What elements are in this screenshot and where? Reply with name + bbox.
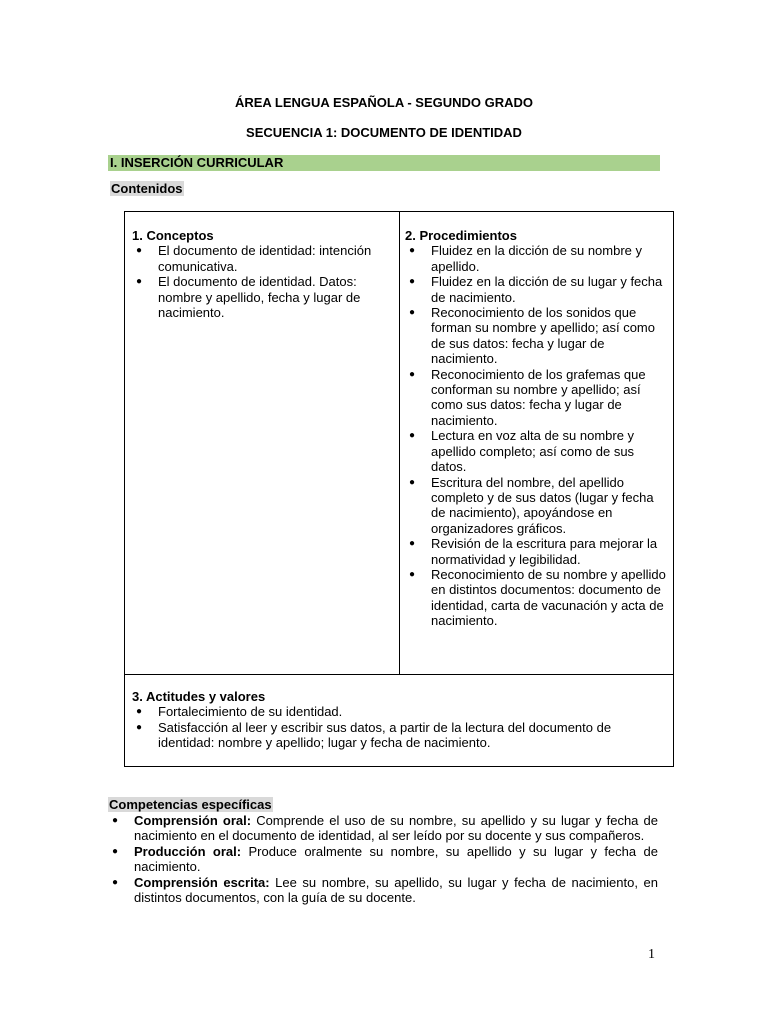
bullet-icon: ● — [112, 876, 119, 888]
list-item: ● Producción oral: Produce oralmente su nombre, su apellido y su lugar y fecha de nacimiento. — [112, 843, 659, 875]
document-subtitle: SECUENCIA 1: DOCUMENTO DE IDENTIDAD — [246, 125, 522, 140]
bullet-icon: ● — [409, 430, 416, 442]
document-title: ÁREA LENGUA ESPAÑOLA - SEGUNDO GRADO — [234, 95, 534, 110]
list-item: ● El documento de identidad: intención comunicativa. — [136, 243, 372, 274]
bullet-icon: ● — [409, 568, 416, 580]
bullet-icon: ● — [409, 276, 416, 288]
list-item: ● Escritura del nombre, del apellido completo y de sus datos (lugar y fecha de nacimiento), apoyándose en organizadores gráficos. — [409, 474, 654, 536]
competencia-term: Comprensión oral: — [134, 813, 252, 828]
list-item: ● Reconocimiento de su nombre y apellido en distintos documentos: documento de identidad, carta de vacunación y acta de nacimiento. — [409, 566, 666, 629]
list-item: ● Comprensión oral: Comprende el uso de su nombre, su apellido y su lugar y fecha de nacimiento en el documento de identidad, al ser leído por su docente y sus compañeros. — [112, 813, 658, 844]
bullet-icon: ● — [136, 706, 143, 718]
actitudes-heading: 3. Actitudes y valores — [132, 689, 266, 704]
competencias-list — [108, 813, 658, 905]
actitudes-cell — [132, 689, 668, 751]
procedimientos-cell — [405, 228, 667, 629]
bullet-icon: ● — [136, 245, 143, 257]
competencia-term: Producción oral: — [134, 843, 242, 859]
list-item: ● Fluidez en la dicción de su lugar y fecha de nacimiento. — [409, 274, 663, 305]
column-divider — [399, 212, 400, 674]
page-number: 1 — [648, 947, 655, 962]
competencia-term: Comprensión escrita: — [134, 874, 270, 890]
procedimientos-heading: 2. Procedimientos — [405, 228, 517, 243]
list-item: ● Fortalecimiento de su identidad. — [136, 704, 343, 720]
list-item: ● El documento de identidad. Datos: nombre y apellido, fecha y lugar de nacimiento. — [136, 274, 361, 321]
competencias-label: Competencias específicas — [109, 797, 272, 812]
conceptos-cell — [132, 228, 394, 320]
list-item: ● Fluidez en la dicción de su nombre y apellido. — [409, 243, 643, 274]
list-item: ● Lectura en voz alta de su nombre y apellido completo; así como de sus datos. — [409, 428, 635, 475]
contenidos-label: Contenidos — [111, 181, 183, 196]
list-item: ● Reconocimiento de los sonidos que forman su nombre y apellido; así como de sus datos: fecha y lugar de nacimiento. — [409, 305, 655, 367]
conceptos-list — [132, 243, 394, 320]
bullet-icon: ● — [112, 815, 119, 826]
bullet-icon: ● — [136, 276, 143, 288]
procedimientos-list — [405, 243, 667, 628]
section-heading: I. INSERCIÓN CURRICULAR — [108, 155, 660, 171]
list-item: ● Reconocimiento de los grafemas que conforman su nombre y apellido; así como sus datos: fecha y lugar de nacimiento. — [409, 366, 646, 428]
list-item: ● Satisfacción al leer y escribir sus datos, a partir de la lectura del documento de identidad: nombre y apellido; lugar y fecha de nacimiento. — [136, 719, 612, 751]
bullet-icon: ● — [136, 721, 143, 733]
bullet-icon: ● — [409, 538, 416, 550]
bullet-icon: ● — [112, 845, 119, 857]
list-item: ● Revisión de la escritura para mejorar la normatividad y legibilidad. — [409, 536, 658, 567]
bullet-icon: ● — [409, 245, 416, 257]
actitudes-list — [132, 704, 668, 750]
bullet-icon: ● — [409, 368, 416, 380]
conceptos-heading: 1. Conceptos — [132, 228, 214, 243]
bullet-icon: ● — [409, 307, 416, 319]
list-item: ● Comprensión escrita: Lee su nombre, su apellido, su lugar y fecha de nacimiento, en distintos documentos, con la guía de su docente. — [112, 874, 658, 906]
bullet-icon: ● — [409, 476, 416, 488]
